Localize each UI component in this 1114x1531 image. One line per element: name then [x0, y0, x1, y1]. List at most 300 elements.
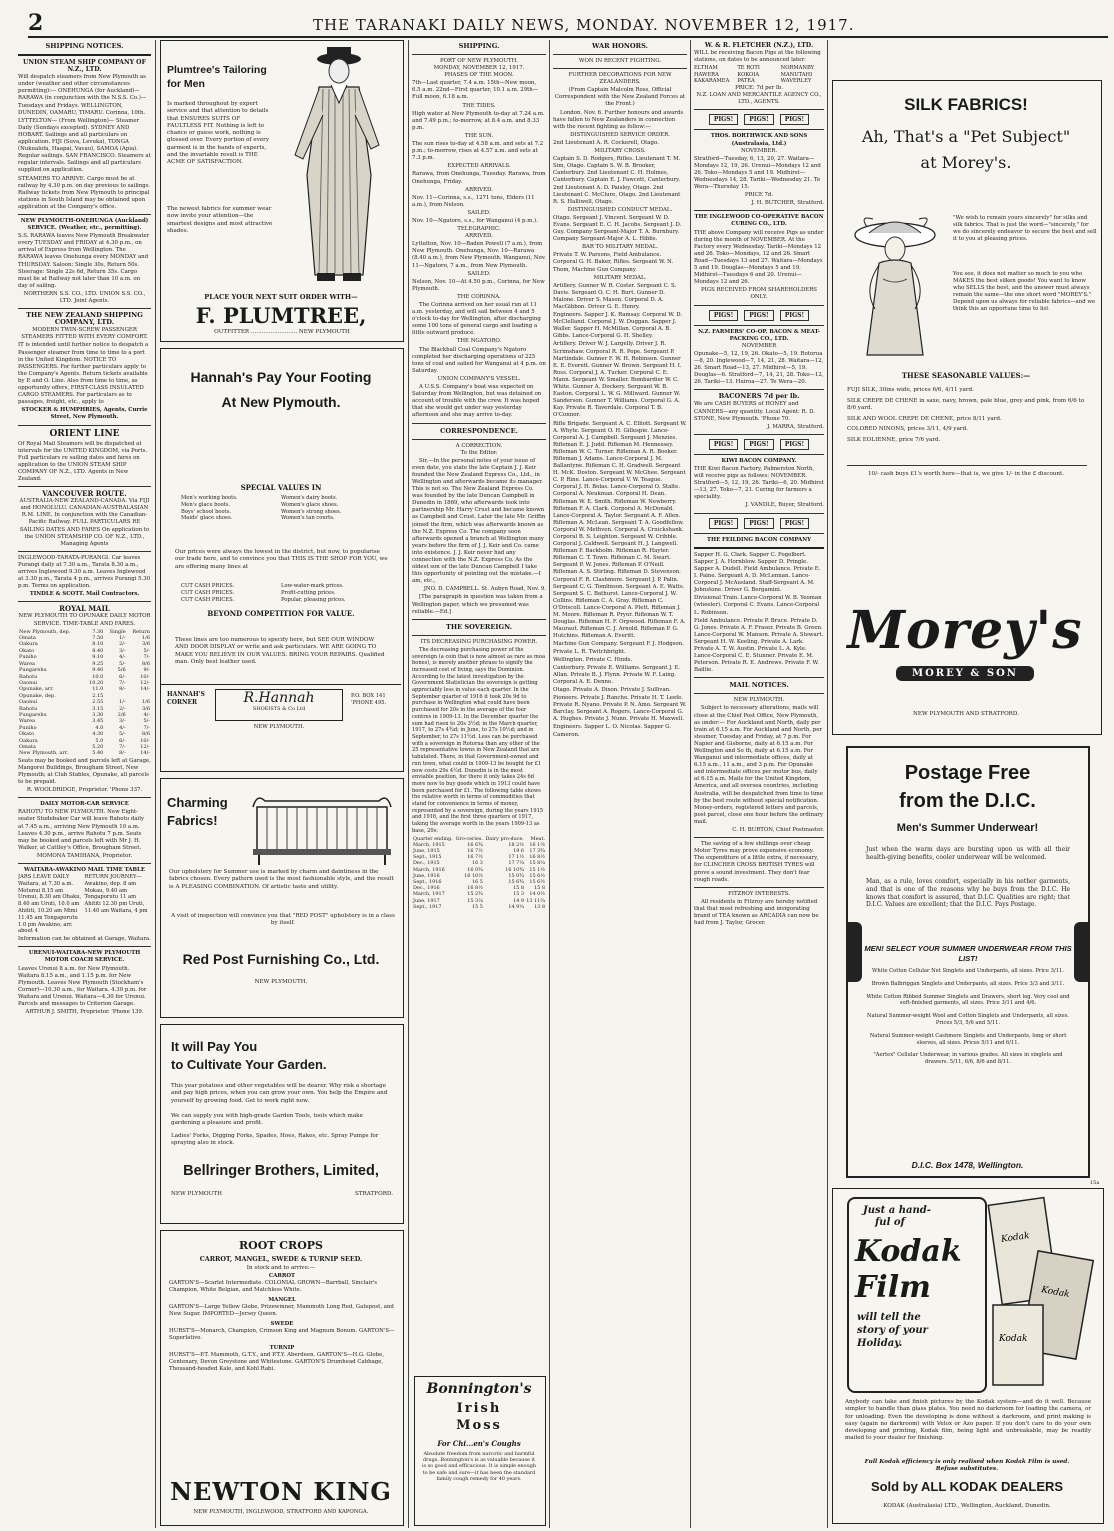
daily-motor-car-sign: MOMONA TAMIHANA, Proprietor. — [36, 852, 133, 859]
feilding-bacon-title: THE FEILDING BACON COMPANY — [706, 536, 812, 543]
table-cell: 14 9 — [513, 897, 524, 904]
sun-text: The sun rises to-day at 4.58 a.m. and sets at 7.2 p.m.; to-morrow, rises at 4.57 a.m. and sets at 7.3 p.m. — [412, 141, 544, 162]
table-cell: 3/- — [119, 647, 126, 654]
column-rule — [408, 40, 409, 1528]
swede-varieties: HURST'S—Monarch, Champion, Crimson King and Magnum Bonum. GARTON'S—Superlative. — [169, 1328, 395, 1341]
union-steam-ship-title: UNION STEAM SHIP COMPANY OF N.Z., LTD. — [23, 59, 146, 74]
table-cell: 2/- — [119, 641, 126, 648]
table-cell: 1/- — [119, 699, 126, 706]
table-cell: 16 10½ — [464, 872, 483, 879]
table-cell: 6/- — [119, 737, 126, 744]
bonningtons-irish: Irish — [456, 1401, 502, 1416]
bonningtons-moss: Moss — [456, 1418, 502, 1433]
mm-otago-list: Otago. Private A. Dixon. Private J. Sullivan. — [553, 686, 671, 693]
bellringer-town-2: STRATFORD. — [355, 1191, 393, 1197]
borthwick-price: PRICE 7d. — [744, 192, 774, 199]
tyre-saving-text: The saving of a few shillings over cheap Motor Tyres may prove expensive economy. The expenditure of a little extra, if necessary, for CLINCHER CROSS BRITISH TYRES will prove a sound investment. They don't fear rough roads. — [694, 841, 819, 883]
table-cell: 4/- — [119, 724, 126, 731]
pigs-label: PIGS! — [744, 518, 773, 529]
town-name: KOKOIA — [737, 71, 760, 78]
baconers-text: We are CASH BUYERS of HONEY and CANNERS—any quantity. Local Agent: R. D. STONE, New Plymouth. 'Phone 70. — [694, 401, 815, 422]
table-cell: 16 1½ — [529, 841, 545, 848]
mm-artillery-list-2: Artillery. Driver W. J. Largelly. Driver J. R. Scrimshaw. Corporal R. R. Pope. Sergeant P. Martindale. Gunner F. W. H. Robinson. Gunner E. E. Everett. Gunner W. Brown. Sergeant H. I. Ross. Corporal J. A. Tucker. Corporal C. E. Mann. Sergeant W. Smaller. Bombardier W. C. White. Gunner A. Dockery. Sergeant W. B. Easton. Corporal L. W. G. Millward. Gunner W. Sanderson. Gunner T. Williams. Corporal G. A. Kay. Private R. Taverdale. Corporal T. B. O'Connor. — [553, 341, 682, 419]
mm-engineers-list: Engineers. Sapper J. K. Ramsay. Corporal W. D. McClelland. Corporal J. W. Duggan. Sapper J. Waller. Sapper H. McMillan. Corporal A. B. Gibbs. Lance-Corporal G. H. Shelley. — [553, 312, 683, 340]
town-name: PATEA — [737, 78, 755, 85]
mm-engineers-list-2: Engineers. Sapper L. O. Nicolas. Sapper G. Cameron. — [553, 724, 671, 738]
moreys-title: SILK FABRICS! — [904, 95, 1028, 114]
to-the-editor: To the Editor. — [460, 449, 498, 456]
bonningtons-coughs: For Chi...en's Coughs — [437, 1439, 521, 1448]
table-cell: 5.40 — [92, 750, 104, 757]
pigs-banner — [694, 438, 824, 451]
table-cell: 16 8½ — [467, 885, 483, 892]
bar-heading: BAR TO MILITARY MEDAL. — [581, 244, 659, 251]
table-cell: 9.40 — [92, 667, 104, 674]
list-item: COLORED NINONS, prices 3/11, 4/9 yard. — [847, 426, 968, 433]
table-cell: 5.20 — [92, 743, 104, 750]
list-item: Natural Summer-weight Wool and Cotton Singlets and Underpants, all sizes. Prices 5/3, 5/6 and 5/11. — [866, 1013, 1070, 1026]
table-cell: Oaonui — [19, 679, 38, 686]
sovereign-subheading: ITS DECREASING PURCHASING POWER. — [420, 638, 538, 645]
table-cell: 2/- — [119, 705, 126, 712]
table-cell: 1/6 — [141, 635, 150, 642]
tides-text: High water at New Plymouth to-day at 7.24 a.m. and 7.49 p.m.; to-morrow, at 8.4 a.m. and 8.33 p.m. — [412, 110, 545, 131]
table-cell: Warea — [19, 718, 36, 725]
bellringer-body-3: Ladies' Forks, Digging Forks, Spades, Hoes, Rakes, etc. Spray Pumps for spraying also in stock. — [171, 1133, 379, 1147]
table-cell: 10.20 — [89, 679, 104, 686]
newton-king-root-crops-ad — [160, 1230, 404, 1526]
table-cell: 14/- — [140, 686, 150, 693]
list-item: Men's glace boots. — [181, 501, 231, 508]
kodak-efficiency: Full Kodak efficiency is only realised when Kodak Film is used. Refuse substitutes. — [864, 1459, 1070, 1473]
hannah-logo — [215, 689, 343, 721]
hannahs-footwear-ad — [160, 348, 404, 772]
telegraphic-sailed: SAILED. — [467, 270, 491, 277]
royal-mail-title: ROYAL MAIL — [59, 604, 110, 614]
table-cell: Pungarehu — [19, 667, 47, 674]
table-cell: 16 6¾ — [467, 841, 483, 848]
table-header-cell: Gro-ceries. — [455, 835, 483, 842]
vancouver-route-title: VANCOUVER ROUTE. — [42, 489, 127, 499]
daily-motor-car-title: DAILY MOTOR-CAR SERVICE — [40, 801, 129, 808]
table-cell: 4/- — [143, 711, 150, 718]
mangel-heading: MANGEL — [268, 1297, 296, 1303]
red-post-town: NEW PLYMOUTH. — [254, 979, 308, 985]
kiwi-bacon-text: THE Kiwi Bacon Factory, Palmerston North, will receive pigs as follows: NOVEMBER. Stratford—5, 12, 19, 26. Tariki—6, 20. Midhirst—13, 27. Toko—7, 21. Curing for farmers a speciality. — [694, 466, 824, 501]
moreys-logo-script: Morey's — [847, 600, 1083, 661]
seasonable-values-list — [847, 387, 1087, 448]
carrot-heading: CARROT — [268, 1273, 296, 1279]
hannahs-title: Hannah's Pay Your Footing — [190, 369, 372, 385]
mm-machine-gun-list: Machine Gun Company. Sergeant F. J. Hodgson. Private L. R. Twitchbright. — [553, 641, 684, 655]
waitara-outward-times: JARS LEAVE DAILY Waitara, at 7.30 a.m. Motunui 8.15 am Urenui, 8.30 am Ohaku, 8.40 am Uruti, 10.0 am Ahititi, 10.20 am Mimi 11.45 am Tongaporutu 1.0 pm Awakino, arr. about 4 — [18, 874, 82, 935]
table-cell: Okato — [19, 731, 35, 738]
onehunga-agents: NORTHERN S.S. CO., LTD. UNION S.S. CO., LTD. Joint Agents. — [23, 290, 146, 304]
column-heading: SHIPPING NOTICES. — [45, 42, 124, 50]
table-row — [18, 750, 151, 756]
table-cell: 6/- — [119, 673, 126, 680]
table-cell: 16 3 — [472, 860, 483, 867]
list-item: Low-water-mark prices. — [281, 583, 344, 589]
table-cell: 13 11¼ — [526, 897, 545, 904]
table-cell: Sept., 1916 — [413, 878, 442, 885]
table-cell: 4.0 — [95, 724, 104, 731]
dic-badge-left — [846, 922, 862, 982]
table-cell: March, 1915 — [413, 841, 445, 848]
table-cell: 15 6½ — [529, 878, 545, 885]
cash-discount-note: 10/- cash buys £1's worth here—that is, we give 1/- in the £ discount. — [867, 471, 1065, 477]
kodak-film-ad — [832, 1188, 1104, 1524]
moreys-logo-band: MOREY & SON — [896, 666, 1034, 681]
table-cell: 5/- — [143, 718, 150, 725]
arrived-heading: ARRIVED. — [465, 186, 493, 193]
list-item: CUT CASH PRICES. — [181, 589, 235, 596]
mangel-varieties: GARTON'S—Large Yellow Globe, Prizewinner, Mammoth Long Red, Gatepost, and New Sugar. IMPORTED—Jersey Queen. — [169, 1304, 394, 1317]
table-row — [412, 904, 546, 910]
mm-canterbury-list: Canterbury. Private E. Williams. Sergeant J. E. Allan. Private B. J. Flynn. Private W. F. Laing. Corporal A. E. Denne. — [553, 664, 680, 685]
table-cell: 7.30 — [92, 628, 104, 635]
inglewood-bacon-text: THE above Company will receive Pigs as under during the month of NOVEMBER. At the Factory every Wednesday. Tariki—Mondays 12 and 26. Toko—Mondays, 12 and 26. Smart Road—Tuesdays 13 and 27. Waitara—Mondays 5 and 19. Douglas—Mondays 5 and 19. Midhirst—Tuesdays 6 and 20. Urenui—Mondays 12 and 26. — [694, 229, 824, 286]
table-header-cell: Dairy pro-duce. — [485, 835, 524, 842]
dic-box-line: D.I.C. Box 1478, Wellington. — [911, 1160, 1024, 1170]
svg-text:Kodak: Kodak — [1000, 1231, 1031, 1245]
list-item: FUJI SILK, 30ins wide, prices 6/6, 4/11 yard. — [847, 387, 974, 393]
union-steam-ship-text: STEAMERS TO ARRIVE. Cargo must be at railway by 4.30 p.m. on day previous to sailings. Railway tickets from New Plymouth to principal stations in South Island may be obtained upon application at the Company's office. — [18, 175, 151, 210]
list-item: White Cotton Cellular Net Singlets and Underpants, all sizes. Price 3/11. — [872, 968, 1064, 974]
nz-farmers-text: Opunake—5, 12, 19, 26. Okato—5, 19. Rotorua—8, 20. Inglewood—7, 14, 21, 28. Waitara—12, 26. Smart Road—13, 27. Midhirst—5, 19. Douglas—6. Stratford—7, 14, 21, 28. Toko—12, 26. Tariki—13. Huiroa—27. Te Wera—20. — [694, 350, 824, 386]
telegraphic-arrivals: Lyttelton, Nov. 10—Baden Powell (7 a.m.), from New Plymouth. Onehunga, Nov. 10—Rarawa (8.40 a.m.), from New Plymouth. Wanganui, Nov. 11—Ngatoro, 7 a.m., from New Plymouth. — [412, 241, 546, 269]
hannahs-subtitle: At New Plymouth. — [221, 394, 341, 410]
plumtree-name: F. PLUMTREE, — [195, 303, 367, 328]
table-cell: Oakura — [19, 641, 38, 648]
mm-pioneers-list: Pioneers. Private J. Rancho. Private H. T. Leefe. Private R. Nyano. Private P. N. Amo. Sergeant W. Barclay. Sergeant A. Rogers. Lance-Corporal G. A. Hughes. Private J. Nunn. Private H. Maxwell. — [553, 695, 687, 723]
table-cell: 10/- — [140, 673, 150, 680]
mail-notices-sign: C. H. BURTON, Chief Postmaster. — [732, 827, 824, 834]
list-item: Brown Balbriggan Singlets and Underpants, all sizes. Price 3/3 and 3/11. — [871, 980, 1065, 987]
tides-heading: THE TIDES. — [462, 102, 496, 109]
borthwick-sign: J. H. BUTCHER, Stratford. — [751, 200, 824, 207]
town-name: HAWERA — [694, 71, 719, 78]
moreys-subtitle-2: at Morey's. — [920, 153, 1012, 172]
list-item: Natural Summer-weight Cashmere Singlets and Underpants, long or short sleeves, all sizes. Prices 5/11 and 6/11. — [869, 1032, 1067, 1046]
waitara-return-times: RETURN JOURNEY— Awakino, dep. 8 am Mokau, 9.40 am Tongaporutu 11 am Ahititi 12.30 pm Uruti, 11.40 am Waitara, 4 pm — [84, 874, 148, 915]
table-cell: Oaonui — [19, 699, 38, 706]
shipping-news-column — [412, 42, 546, 1372]
table-cell: 5/- — [119, 731, 126, 738]
plumtree-tailoring-ad — [160, 40, 404, 342]
list-item: Women's strong shoes. — [281, 508, 342, 515]
list-item: Profit-cutting prices. — [281, 589, 336, 596]
womens-values-list — [281, 495, 381, 522]
table-cell: 16 8½ — [529, 854, 545, 861]
fitzroy-text: All residents in Fitzroy are hereby notified that that most refreshing and invigorating brand of TEA known as ARCADIA can now be had from J. Taylor, Grocer. — [694, 898, 819, 927]
mail-notices-text: Subject to necessary alterations, mails will close at the Chief Post Office, New Plymouth, as under:— For Auckland and North, daily per train at 6.15 a.m. For Auckland and North, per steamer, Tuesday and Friday, at 7 p.m. For Napier and Gisborne, daily at 6.15 a.m. For Wellington and So th, daily at 6.15 a.m. For Wanganui and intermediate offices, daily at 6.15 a.m., 11 a.m., and 3 p.m. For Opunake and intermediate offices per motor bus, daily at 6.15 a.m. Mails for the United Kingdom, America, and all oversea countries, including Australia, will be despatched from time to time by the best route without special notification. Money-orders, registered letters and parcels, post parcel, close one hour before the ordinary mail. — [694, 705, 823, 825]
pigs-label: PIGS! — [744, 310, 773, 321]
dic-title: Postage Free — [904, 762, 1031, 784]
table-cell: 14 0½ — [529, 891, 545, 898]
union-steam-ship-text: LYTTELTON— (From Wellington)— Steamer Daily (Sundays excepted). SYDNEY AND HOBART. Sailings and all particulars on application. FIJI (Suva, Levuka), TONGA (Nukualofa, Haapai, Vavau), SAMOA (Apia). Regular sailings. SAN FRANCISCO. Steamers at regular intervals. Sailings and all particulars supplied on application. — [18, 117, 151, 174]
royal-mail-sign: R. WOOLDRIDGE, Proprietor. 'Phone 337. — [26, 787, 143, 794]
table-cell: 17 7¼ — [508, 860, 524, 867]
sovereign-article: The decreasing purchasing power of the sovereign (a coin that is now almost as rare as moa bones), is merely another phrase to signify the increased cost of living, says the Dominion. According to the latest investigation by the Government Statistician the sovereign is getting appreciably less in value each quarter. In the September quarter of 1916 it took 20s 9d to purchase in Wellington what could have been purchased for 20s in the average of the four centres in 1909-13. In the December quarter the sum had risen to 20s 3½d; in the March quarter, 1917, to 27s 4¾d; in June, to 27s 10½d; and in September, to 27s 11½d. Less can be purchased with a sovereign in Rotorua than any other of the 25 representative towns in New Zealand that are tabulated. There, in that Government-owned and run town, what could in 1909-13 be bought for £1 now costs 29s 4½d. Dunedin is in the most enviable position, for there it only takes 24s 6d more now to buy goods which in 1913 could have been purchased for £1. The following table shows the relative worth in terms of commodities that stand for convenience in terms of money, represented by a sovereign, during the years 1915 and 1916, and the first three quarters of 1917, taking the average worth in the years 1909-13 as base, 20s: — [412, 646, 545, 834]
table-cell: Sept., 1917 — [413, 903, 442, 910]
bonningtons-name: Bonnington's — [426, 1381, 532, 1397]
hannah-logo-script: R.Hannah — [243, 690, 315, 706]
carrot-varieties: GARTON'S—Scarlet Intermediate. COLONIAL GROWN—Barrball, Sinclair's Champion, White Belgian, and Matchless White. — [169, 1280, 378, 1293]
moreys-quote: "We wish to remain yours sincerely" for silks and silk fabrics. That is just the word—"sincerely," for we do sincerely endeavor to secure the best and sell it to you at pleasing prices. — [953, 215, 1097, 243]
correspondence-heading: CORRESPONDENCE. — [440, 426, 518, 435]
mm-wellington-list: Wellington. Private C. Hinds. — [553, 656, 633, 663]
table-cell: Okato — [19, 647, 35, 654]
table-cell: 8.10 — [92, 641, 104, 648]
table-cell: Puniho — [19, 724, 37, 731]
dic-body-2: Man, as a rule, loves comfort, especially in his nether garments, and that is one of the reasons why he buys from the D.I.C. He knows that comfort is assured, that D.I.C. Qualities are right; that D.I.C. Values are excellent; that the D.I.C. Pays Postage. — [866, 878, 1070, 909]
page-number: 2 — [28, 10, 44, 36]
war-honors-intro: (From Captain Malcolm Ross, Official Correspondent with the New Zealand Forces at the Front.) — [554, 87, 686, 108]
vancouver-route-text: AUSTRALIA-NEW ZEALAND-CANADA. Via FIJI and HONOLULU. CANADIAN-AUSTRALASIAN R.M. LINE. In conjunction with the Canadian-Pacific Railway. FULL PARTICULARS RE SAILING DATES AND FARES On application to the UNION STEAMSHIP CO. OF N.Z., LTD., Managing Agents — [19, 498, 150, 547]
bellringer-title: It will Pay You — [171, 1039, 258, 1054]
dic-select-line: MEN! SELECT YOUR SUMMER UNDERWEAR FROM THIS LIST! — [864, 944, 1072, 963]
cut-cash-list — [181, 583, 281, 603]
root-crops-title: ROOT CROPS — [238, 1239, 323, 1252]
list-item: CUT CASH PRICES. — [181, 596, 235, 603]
moreys-footer: NEW PLYMOUTH AND STRATFORD. — [913, 711, 1019, 717]
moreys-logo — [847, 601, 1083, 693]
table-cell: March, 1916 — [413, 866, 445, 873]
table-cell: 12/- — [140, 679, 150, 686]
kodak-handful: ful of — [875, 1217, 905, 1228]
list-item: White Cotton Ribbed Summer Singlets and Drawers, short leg. Very cool and soft-finished garments, all sizes. Price 3/11 and 4/6. — [866, 993, 1070, 1007]
list-item: Maids' glace shoes. — [181, 515, 233, 522]
pigs-label: PIGS! — [709, 310, 738, 321]
list-item: SILK EOLIENNE, price 7/6 yard. — [847, 436, 941, 443]
corinna-text: The Corinna arrived on her usual run at 11 a.m. yesterday, and will sail between 4 and 5 o'clock to-day for Wellington, after discharging some 100 tons of general cargo and loading a little outward produce. — [412, 302, 541, 337]
dic-badge-right — [1074, 922, 1090, 982]
mail-notices-sub: NEW PLYMOUTH. — [733, 697, 785, 704]
dso-heading: DISTINGUISHED SERVICE ORDER. — [570, 131, 670, 138]
list-item: Women's dairy boots. — [281, 495, 338, 501]
mens-values-list — [181, 495, 281, 522]
mc-heading: MILITARY CROSS. — [594, 148, 646, 155]
kiwi-bacon-sign: J. VANDLE, Buyer, Stratford. — [745, 502, 824, 509]
table-cell: 19 6 — [513, 847, 524, 854]
bonningtons-irish-moss-ad — [414, 1376, 546, 1526]
table-cell: 15 6½ — [529, 872, 545, 879]
table-cell: 15 6¾ — [508, 878, 524, 885]
table-cell: 9.25 — [92, 660, 104, 667]
royal-mail-timetable — [18, 629, 151, 757]
shipping-heading: SHIPPING. — [458, 42, 500, 50]
kodak-sold-by: Sold by ALL KODAK DEALERS — [870, 1479, 1064, 1494]
war-honors-continued-2: Divisional Train. Lance-Corporal W. B. Yeoman (wheeler). Corporal C. Evans. Lance-Corporal L. Robinson. — [694, 595, 822, 616]
pigs-label: PIGS! — [709, 518, 738, 529]
orient-line-text: Of Royal Mail Steamers will be dispatched at intervals for the UNITED KINGDOM, via Ports. Full particulars re sailing dates and fares on application to the UNION STEAM SHIP COMPANY OF N.Z., LTD. Agents in New Zealand. — [18, 440, 148, 482]
sailed-text: Nov. 10—Ngatoro, s.s., for Wanganui (4 p.m.). — [412, 217, 538, 224]
war-honors-continued: Sapper H. G. Clark. Sapper C. Fogolbert. Sapper J. A. Hornblow. Sapper D. Pringle. Sapper A. Dudell. Field Ambulance. Private E. I. Paine. Sergeant A. D. McLennan. Lance-Corporal J. McAusland. Staff-Sergeant A. M. Johnstone. Driver G. Bergamini. — [694, 551, 821, 594]
fletcher-towns — [694, 65, 824, 85]
table-cell: Omata — [19, 635, 36, 642]
baconers-sign: J. MARRA, Stratford. — [767, 423, 824, 430]
fitzroy-heading: FITZROY INTERESTS. — [728, 890, 790, 897]
table-cell: 9.10 — [92, 654, 104, 661]
onehunga-service-text: S.S. RARAWA leaves New Plymouth Breakwater every TUESDAY and FRIDAY at 4.30 p.m., on arrival of Express from Wellington. The RARAWA leaves Onehunga every MONDAY and THURSDAY. Saloon: Single 30s, Return 50s. Steerage: Single 22s 6d, Return 35s. Cargo must be at Railway not later than 10 a.m. on day of sailing. — [18, 233, 150, 289]
newspaper-title: THE TARANAKI DAILY NEWS, MONDAY. NOVEMBER 12, 1917. — [313, 16, 855, 34]
pigs-label: PIGS! — [780, 518, 809, 529]
borthwick-text: Stratford—Tuesday, 6, 13, 20, 27. Waitara—Mondays 12, 19, 26. Urenui—Mondays 12 and 26. Toko—Mondays 5 and 19. Midhirst—Wednesdays 14, 28. Tariki—Wednesday 21. Te Wera—Thursday 15. — [694, 155, 821, 191]
dic-body: Just when the warm days are bursting upon us with all their health-giving benefits, cooler underwear will be welcomed. — [866, 846, 1070, 861]
correction-heading: A CORRECTION. — [455, 442, 503, 449]
borthwick-title: THOS. BORTHWICK AND SONS (Australasia, Ltd.) — [710, 133, 808, 147]
kodak-film-word: Film — [855, 1270, 931, 1305]
kodak-body: Anybody can take and finish pictures by the Kodak system—and do it well. Because simpler to handle than glass plates. You need no darkroom for loading the camera, or for unloading. Even the developing is done without a darkroom, and print making is easy (again no darkroom) with Velox or Azo paper. If you don't care to do your own developing and printing, Kodak film, being light and unbreakable, may be readily mailed to your dealer for finishing. — [845, 1399, 1091, 1442]
table-cell: 11.0 — [92, 686, 104, 693]
table-cell: 16 10¾ — [505, 866, 524, 873]
red-post-title: Charming — [167, 795, 228, 810]
town-name: KAKARAMEA — [694, 78, 730, 85]
table-cell: 8/- — [119, 686, 126, 693]
svg-text:Kodak: Kodak — [1040, 1285, 1071, 1300]
town-name: MANUTAHI — [780, 71, 813, 78]
plumtree-title: Plumtree's Tailoring for Men — [167, 64, 267, 90]
bellringer-brothers-ad — [160, 1024, 404, 1224]
list-item: "Aertex" Cellular Underwear, in various grades. All sizes in singlets and drawers. 5/11, 6/6, 8/6 and 8/11. — [873, 1052, 1063, 1066]
table-cell: 15 8 — [534, 885, 545, 892]
ad-reference: 15a — [1090, 1180, 1100, 1186]
plumtree-body: Is marked throughout by expert service and that attention to details that ENSURES SUITS OF FAULTLESS FIT. Nothing is left to chance or guess work, nothing is glossed over. Every portion of every garment is in the hands of experts, and the invariable result is THE ACME OF SATISFACTION. — [167, 101, 270, 166]
table-cell: Return — [132, 628, 150, 635]
union-vessel-text: A U.S.S. Company's boat was expected on Saturday from Wellington, but was detained on account of trouble with the crew. It was hoped that she would get under way yesterday afternoon and she may arrive to-day. — [412, 384, 542, 419]
telegraphic-sailings: Nelson, Nov. 10—At 4.50 p.m., Corinna, for New Plymouth. — [412, 278, 545, 292]
mm-heading: MILITARY MEDAL. — [593, 274, 647, 281]
bellringer-town: NEW PLYMOUTH — [171, 1191, 222, 1197]
table-cell: 2/6 — [117, 711, 126, 718]
royal-mail-subtitle: NEW PLYMOUTH TO OPUNAKE DAILY MOTOR SERVICE. TIME-TABLE AND FARES. — [18, 613, 151, 627]
mail-notices-heading: MAIL NOTICES. — [729, 681, 789, 690]
orient-line-title: ORIENT LINE — [49, 428, 120, 439]
table-cell: 3/6 — [141, 641, 150, 648]
root-crops-subtitle: CARROT, MANGEL, SWEDE & TURNIP SEED. — [199, 1255, 363, 1263]
hannahs-town: NEW PLYMOUTH. — [253, 724, 305, 730]
table-cell: 3/- — [119, 718, 126, 725]
pigs-banner — [694, 517, 824, 530]
nz-farmers-title: N.Z. FARMERS' CO-OP. BACON & MEAT-PACKING CO., LTD. — [698, 328, 820, 342]
table-cell: 3/6 — [141, 705, 150, 712]
svg-text:Kodak: Kodak — [999, 1334, 1028, 1344]
table-cell: 15 3¼ — [467, 897, 483, 904]
waitara-awakino-title: WAITARA-AWAKINO MAIL TIME TABLE — [24, 867, 145, 873]
nz-shipping-text: IT is intended until further notice to despatch a Passenger steamer from time to time to a port in the United Kingdom. NOTICE TO PASSENGERS. For further particulars apply to the Company's Agents. Return tickets available by P. and O. Line. Also from time to time, as opportunity offers, FIRST-CLASS INSULATED CARGO STEAMERS. For particulars as to passages, freight, etc., apply to — [18, 342, 149, 406]
fletcher-text: WILL be receiving Bacon Pigs at the following stations, on dates to be announced later: — [694, 50, 821, 64]
table-cell: 7.50 — [92, 635, 104, 642]
bonningtons-text: Absolute freedom from narcotic and harmful drugs. Bonnington's is as valuable because it is so good and efficacious. It is simple enough to be safe and sure—it has been the standard family cough remedy for 40 years. — [421, 1451, 537, 1482]
moreys-quote-2: You see, it does not matter so much to you who MAKES the best silken goods! You want to know who SELLS the best, and the answer must always remain the same—the one short word "MOREY'S." Depend upon us always for reliable fabrics—and we think this an opportune time to list — [953, 271, 1096, 313]
port-line: PORT OF NEW PLYMOUTH. — [439, 58, 518, 64]
table-cell: 5/- — [143, 647, 150, 654]
expected-arrivals-heading: EXPECTED ARRIVALS. — [447, 163, 511, 170]
film-boxes-illustration — [973, 1195, 1099, 1391]
nz-shipping-agents: STOCKER & HUMPHRIES, Agents, Currie Street, New Plymouth. — [21, 407, 148, 421]
table-cell: 3.30 — [92, 711, 104, 718]
kodak-story: story of your — [857, 1325, 928, 1336]
editor-note: [The paragraph in question was taken from a Wellington paper, which we presumed was reliable.—Ed.] — [412, 594, 543, 615]
hannah-logo-sub: SHOEISTS & Co Ltd — [252, 706, 306, 712]
table-cell: 4/- — [119, 654, 126, 661]
pigs-label: PIGS! — [780, 310, 809, 321]
list-item: SILK AND WOOL CREPE DE CHENE, price 8/11 yard. — [847, 415, 1002, 422]
table-cell: 2.55 — [92, 699, 104, 706]
plumtree-order-line: PLACE YOUR NEXT SUIT ORDER WITH— — [204, 293, 358, 301]
table-cell: 12/- — [140, 743, 150, 750]
table-cell: Opunake, arr. — [19, 686, 54, 693]
turnip-varieties: HURST'S—P.T. Mammoth, G.T.Y., and P.T.Y. Aberdeen. GARTON'S—H.G. Globe, Centenary, Devon Greystone and Whitestone. GARTON'S Drumhead Cabbage, Thousand-headed Kale, and Kohl Rabi. — [169, 1352, 385, 1372]
column-rule — [827, 40, 828, 1528]
dic-underwear-ad — [846, 746, 1090, 1178]
correction-letter: Sir,—In the personal notes of your issue of even date, you state the late Captain J. J. Keir founded the New Zealand Express Co., Ltd., in Wellington and afterwards became its manager. This is not so. The New Zealand Express Co. was founded by the late Duncan Campbell in Dunedin in 1869, who afterwards took into partnership Mr. Harry Crust and became known as Campbell and Crust. Later the late Mr. Griffin joined the firm, which was afterwards known as the N.Z. Express Co. The company soon afterwards opened a branch at Wellington many years before the firm of J. J. Keir and Co. came into existence. J. J. Keir never had any connection with the N.Z. Express Co. As the oldest son of the late Duncan Campbell I take this opportunity of pointing out the mistake.—I am, etc., — [412, 457, 546, 585]
correction-signature: JNO. D. CAMPBELL. St. Aubyn Road, Nov. 9. — [423, 586, 546, 593]
urenui-coach-text: Leaves Urenui 8 a.m. for New Plymouth. Waitara 8.15 a.m., and 1.15 p.m. for New Plymouth. Leaves New Plymouth (Stockham's Corner)—10.30 a.m., for Waitara. 4.30 p.m. for Waitara and Urenui. Waitara—4.30 for Urenui. Parcels and messages to Criterion Garage. — [18, 965, 147, 1008]
bellringer-title-2: to Cultivate Your Garden. — [171, 1057, 327, 1072]
table-cell: Puniho — [19, 654, 37, 661]
sovereign-table — [412, 836, 546, 910]
nz-farmers-month: NOVEMBER — [741, 342, 777, 349]
turnip-heading: TURNIP — [269, 1345, 295, 1351]
table-cell: 17 1½ — [508, 854, 524, 861]
table-cell: Opunake, dep. — [19, 692, 56, 699]
nz-shipping-title: THE NEW ZEALAND SHIPPING COMPANY, LTD. — [26, 311, 143, 327]
table-cell: 7/- — [119, 679, 126, 686]
table-cell: 3.45 — [92, 718, 104, 725]
table-cell: 10.0 — [92, 673, 104, 680]
beyond-competition: BEYOND COMPETITION FOR VALUE. — [207, 609, 355, 618]
nz-shipping-subtitle: MODERN TWIN-SCREW PASSENGER STEAMERS FITTED WITH EVERY COMFORT. — [21, 327, 148, 341]
war-honors-intro-2: London, Nov. 6. Further honours and awards have fallen to New Zealanders in connection with the recent fighting as follow:— — [553, 109, 684, 130]
moon-phases: 7th—Last quarter, 7.4 a.m. 15th—New moon, 6.5 a.m. 22nd—First quarter, 10.1 a.m. 29th—Full moon, 6.18 a.m. — [412, 80, 539, 101]
shipping-notices-column — [18, 42, 151, 1527]
table-cell: 15 8 — [513, 885, 524, 892]
table-cell: Rahotu — [19, 705, 38, 712]
dcm-heading: DISTINGUISHED CONDUCT MEDAL. — [567, 206, 673, 213]
pigs-banner — [694, 309, 824, 322]
inglewood-car-sign: TINDLE & SCOTT. Mail Contractors. — [29, 591, 140, 598]
inglewood-bacon-title: THE INGLEWOOD CO-OPERATIVE BACON CURING CO., LTD. — [694, 214, 824, 228]
table-cell: March, 1917 — [413, 891, 445, 898]
borthwick-month: NOVEMBER. — [740, 147, 778, 154]
fletcher-price: PRICE: 7d per lb. — [735, 85, 783, 92]
red-post-body-2: A visit of inspection will convince you that "RED POST" upholstery is in a class by itself. — [171, 913, 395, 927]
table-cell: 16 0¾ — [467, 866, 483, 873]
arrived-text: Nov. 11—Corinna, s.s., 1271 tons, Elders (11 a.m.), from Nelson. — [412, 194, 535, 208]
table-cell: Dec., 1916 — [413, 885, 440, 892]
red-post-name: Red Post Furnishing Co., Ltd. — [182, 951, 380, 967]
red-post-body: Our upholstery for Summer use is marked by charm and daintiness in the fabrics chosen. Every pattern used is the most fashionable style, and the result is A PLEASING COMBINATION. Of artistic taste and utility. — [169, 869, 394, 890]
list-item: Women's glace shoes. — [281, 501, 339, 508]
special-values-heading: SPECIAL VALUES IN — [240, 483, 322, 492]
table-cell: 1/- — [119, 635, 126, 642]
red-post-furnishing-ad — [160, 778, 404, 1018]
table-cell: Omata — [19, 743, 36, 750]
table-cell: 1/6 — [141, 699, 150, 706]
table-cell: Single — [109, 628, 126, 635]
expected-arrivals: Rarawa, from Onehunga, Tuesday. Rarawa, from Onehunga, Friday. — [412, 171, 546, 185]
list-item: SILK CREPE DE CHENE in saxe, navy, brown, pale blue, grey and pink, from 6/6 to 8/6 yard. — [847, 397, 1085, 412]
table-cell: 5/- — [119, 660, 126, 667]
hannahs-body-2: These lines are too numerous to specify here, but SEE OUR WINDOW AND DOOR DISPLAY or write and ask particulars. WE ARE GOING TO MAKE YOU BELIEVE IN OUR VALUES. BRING YOUR REPAIRS. Qualified man. Only best leather used. — [175, 637, 385, 665]
table-cell: Warea — [19, 660, 36, 667]
war-honors-continued-3: Field Ambulance. Private P. Bruce. Private D. G. Jones. Private A. F. Fraser. Private B. Green. Lance-Corporal W. Manson. Private A. Stewart. Sergeant H. W. Keeling. Private A. Lark. Private A. T. W. Austin. Private L. A. Kyle. Lance-Corporal C. E. Stunner. Private E. M. Peterson. Private R. E. Andrews. Private F. W. Baillie. — [694, 617, 824, 674]
bar-list: Private T. W. Parsons, Field Ambulance. Corporal G. H. Baker, Rifles. Sergeant W. N. Thom, Machine Gun Company. — [553, 252, 674, 273]
table-cell: 8.40 — [92, 647, 104, 654]
table-cell: New Plymouth, arr. — [19, 750, 69, 757]
